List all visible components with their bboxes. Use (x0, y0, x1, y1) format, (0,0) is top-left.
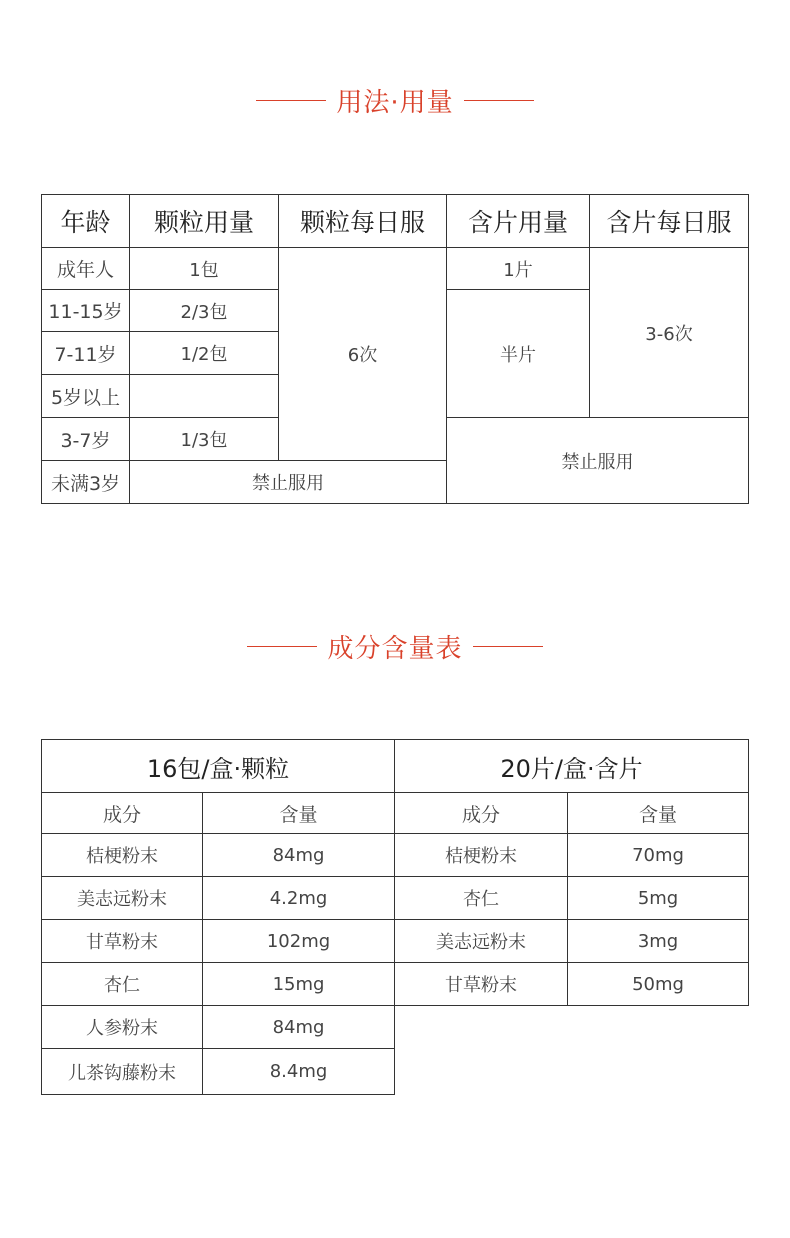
ingredient-col-header-row (42, 793, 749, 834)
granule-ingredient-amount: 102mg (203, 920, 395, 963)
granule-dose-cell (130, 375, 279, 418)
tablet-ingredient-name: 甘草粉末 (395, 963, 568, 1006)
granule-dose-cell: 1/3包 (130, 418, 279, 461)
age-cell: 未满3岁 (42, 461, 130, 504)
granule-ingredient-name: 甘草粉末 (42, 920, 203, 963)
granule-dose-cell: 1/2包 (130, 332, 279, 375)
granule-ingredient-amount: 8.4mg (203, 1049, 395, 1095)
ingredient-table (41, 739, 749, 1095)
granule-ingredient-amount: 15mg (203, 963, 395, 1006)
usage-table (41, 194, 749, 504)
age-cell: 成年人 (42, 248, 130, 290)
header-age: 年龄 (42, 195, 130, 248)
age-cell: 5岁以上 (42, 375, 130, 418)
ingredient-title-row (42, 740, 749, 793)
granule-ingredient-name: 桔梗粉末 (42, 834, 203, 877)
tablet-ingredient-name: 杏仁 (395, 877, 568, 920)
tablet-daily-cell: 3-6次 (590, 248, 749, 418)
tablet-ingredient-amount: 50mg (568, 963, 749, 1006)
table-row (42, 963, 749, 1006)
tablet-child-cell: 半片 (447, 290, 590, 418)
heading-right-line (473, 646, 543, 647)
granule-ingredient-amount: 4.2mg (203, 877, 395, 920)
table-row (42, 877, 749, 920)
header-tablet-dose: 含片用量 (447, 195, 590, 248)
granule-col-amount: 含量 (203, 793, 395, 834)
tablet-ingredient-amount: 70mg (568, 834, 749, 877)
usage-heading (0, 80, 790, 120)
tablet-forbidden-cell: 禁止服用 (447, 418, 749, 504)
granule-ingredient-amount: 84mg (203, 1006, 395, 1049)
table-row (42, 1006, 749, 1049)
heading-left-line (247, 646, 317, 647)
granule-box-title: 16包/盒·颗粒 (42, 740, 395, 793)
granule-ingredient-name: 杏仁 (42, 963, 203, 1006)
tablet-ingredient-amount: 3mg (568, 920, 749, 963)
age-cell: 3-7岁 (42, 418, 130, 461)
header-granule-dose: 颗粒用量 (130, 195, 279, 248)
ingredient-title: 成分含量表 (327, 633, 463, 664)
granule-dose-cell: 1包 (130, 248, 279, 290)
ingredient-heading (0, 626, 790, 666)
granule-forbidden-cell: 禁止服用 (130, 461, 447, 504)
header-tablet-daily: 含片每日服 (590, 195, 749, 248)
granule-ingredient-name: 儿茶钩藤粉末 (42, 1049, 203, 1095)
granule-ingredient-amount: 84mg (203, 834, 395, 877)
table-row (42, 834, 749, 877)
tablet-adult-cell: 1片 (447, 248, 590, 290)
tablet-col-amount: 含量 (568, 793, 749, 834)
table-row (42, 920, 749, 963)
age-cell: 7-11岁 (42, 332, 130, 375)
tablet-col-name: 成分 (395, 793, 568, 834)
tablet-box-title: 20片/盒·含片 (395, 740, 749, 793)
granule-ingredient-name: 人参粉末 (42, 1006, 203, 1049)
granule-daily-cell: 6次 (279, 248, 447, 461)
tablet-ingredient-amount: 5mg (568, 877, 749, 920)
table-row (42, 248, 749, 290)
empty-area (395, 1006, 749, 1095)
usage-header-row (42, 195, 749, 248)
granule-ingredient-name: 美志远粉末 (42, 877, 203, 920)
header-granule-daily: 颗粒每日服 (279, 195, 447, 248)
granule-col-name: 成分 (42, 793, 203, 834)
tablet-ingredient-name: 桔梗粉末 (395, 834, 568, 877)
age-cell: 11-15岁 (42, 290, 130, 332)
usage-title: 用法·用量 (336, 87, 454, 118)
tablet-ingredient-name: 美志远粉末 (395, 920, 568, 963)
granule-dose-cell: 2/3包 (130, 290, 279, 332)
heading-right-line (464, 100, 534, 101)
heading-left-line (256, 100, 326, 101)
